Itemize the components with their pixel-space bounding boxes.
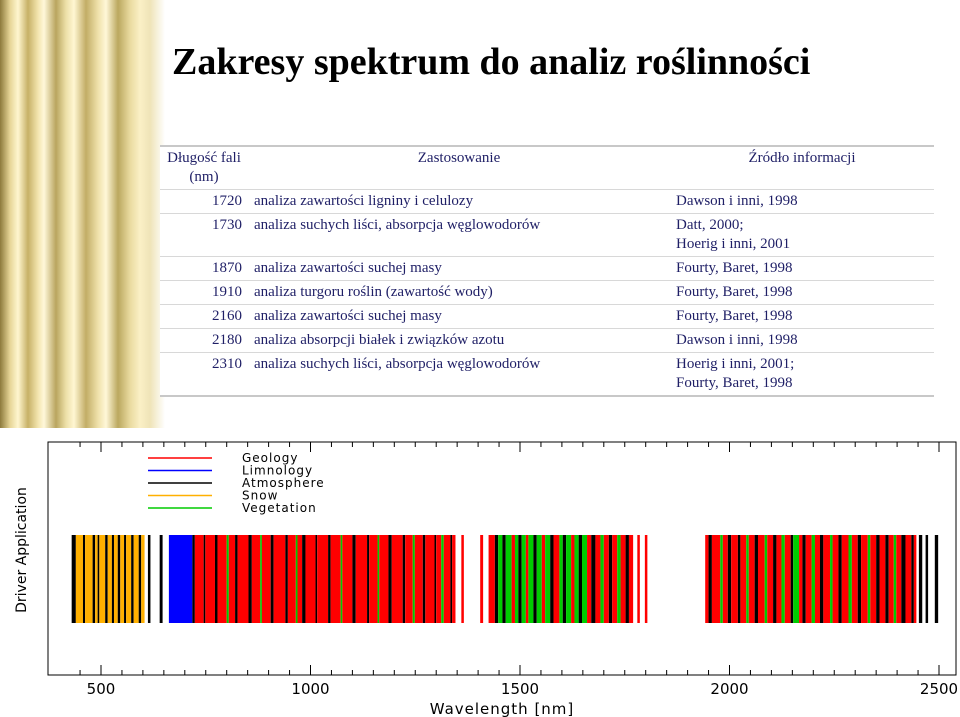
band-atmosphere [367,535,369,623]
band-vegetation [506,535,512,623]
band-geology [342,535,352,623]
band-geology [444,535,451,623]
band-geology [379,535,388,623]
band-geology [637,535,640,623]
band-geology [621,535,626,623]
band-geology [369,535,377,623]
cell-wavelength: 1910 [160,281,248,305]
band-atmosphere [435,535,437,623]
band-atmosphere [118,535,121,623]
cell-source [670,281,934,305]
band-geology [896,535,901,623]
band-geology [612,535,617,623]
band-vegetation [830,535,833,623]
cell-application: analiza absorpcji białek i związków azotu [248,329,670,353]
band-geology [452,535,455,623]
band-geology [425,535,434,623]
band-geology [288,535,296,623]
legend-label-atmosphere: Atmosphere [242,476,325,490]
x-axis-label: Wavelength [nm] [429,700,575,717]
band-geology [595,535,600,623]
band-geology [331,535,341,623]
band-geology [776,535,781,623]
source-line: Dawson i inni, 1998 [676,193,798,209]
band-geology [833,535,839,623]
band-atmosphere [248,535,251,623]
band-atmosphere [626,535,629,623]
cell-application: analiza zawartości ligniny i celulozy [248,190,670,214]
band-atmosphere [204,535,206,623]
band-geology [861,535,868,623]
y-axis-label: Driver Application [14,487,30,613]
band-atmosphere [858,535,861,623]
band-geology [195,535,204,623]
cell-application: analiza suchych liści, absorpcja węglowodorów [248,353,670,397]
band-vegetation [765,535,768,623]
source-line: Fourty, Baret, 1998 [676,375,793,391]
band-geology [604,535,609,623]
band-geology [842,535,849,623]
cell-source [670,257,934,281]
cell-source [670,305,934,329]
cell-application: analiza zawartości suchej masy [248,305,670,329]
band-atmosphere [518,535,521,623]
band-snow [120,535,124,623]
band-atmosphere [901,535,905,623]
band-vegetation [341,535,343,623]
band-vegetation [582,535,587,623]
band-vegetation [746,535,749,623]
band-geology [629,535,633,623]
cell-source [670,353,934,397]
band-atmosphere [215,535,218,623]
band-geology [740,535,746,623]
band-geology [392,535,403,623]
band-geology [645,535,648,623]
x-tick-label: 1000 [291,680,330,698]
band-atmosphere [131,535,134,623]
x-tick-label: 500 [86,680,116,698]
band-geology [526,535,529,623]
band-geology [799,535,802,623]
band-geology [815,535,820,623]
band-atmosphere [352,535,355,623]
band-atmosphere [112,535,114,623]
band-geology [723,535,728,623]
band-atmosphere [926,535,929,623]
band-vegetation [378,535,380,623]
cell-source [670,214,934,257]
table-row [160,329,934,353]
band-atmosphere [328,535,331,623]
cell-wavelength: 1720 [160,190,248,214]
source-line: Hoerig i inni, 2001; [676,356,795,372]
band-geology [889,535,894,623]
slide-title: Zakresy spektrum do analiz roślinności [172,41,811,83]
header-wavelength: Długość fali (nm) [160,146,248,190]
band-geology [852,535,858,623]
band-atmosphere [271,535,274,623]
band-atmosphere [820,535,823,623]
band-geology [705,535,708,623]
band-atmosphere [911,535,914,623]
band-atmosphere [316,535,318,623]
header-source: Źródło informacji [670,146,934,190]
band-vegetation [545,535,550,623]
band-vegetation [812,535,815,623]
band-atmosphere [124,535,126,623]
band-atmosphere [502,535,505,623]
cell-application: analiza turgoru roślin (zawartość wody) [248,281,670,305]
band-group [72,535,938,623]
source-line: Fourty, Baret, 1998 [676,308,793,324]
band-vegetation [528,535,533,623]
band-atmosphere [302,535,305,623]
band-snow [76,535,83,623]
band-atmosphere [98,535,100,623]
band-atmosphere [495,535,498,623]
legend-label-vegetation: Vegetation [242,501,317,515]
band-atmosphere [838,535,841,623]
band-geology [554,535,560,623]
band-atmosphere [83,535,85,623]
band-geology [205,535,215,623]
cell-wavelength: 2180 [160,329,248,353]
band-snow [141,535,144,623]
source-line: Datt, 2000; [676,217,744,233]
decorative-curtain-background [0,0,165,428]
cell-source [670,190,934,214]
table-row [160,190,934,214]
legend-label-limnology: Limnology [242,463,314,478]
band-snow [99,535,105,623]
band-atmosphere [403,535,406,623]
band-snow [95,535,98,623]
table-row [160,257,934,281]
source-line: Hoerig i inni, 2001 [676,236,791,252]
cell-wavelength: 1730 [160,214,248,257]
band-vegetation [781,535,784,623]
band-vegetation [849,535,852,623]
legend-label-snow: Snow [242,488,279,503]
band-atmosphere [609,535,612,623]
band-geology [262,535,271,623]
band-atmosphere [423,535,426,623]
cell-source [670,329,934,353]
band-geology [405,535,413,623]
band-atmosphere [791,535,794,623]
band-geology [587,535,591,623]
band-geology [542,535,545,623]
table-row [160,214,934,257]
band-geology [806,535,812,623]
band-atmosphere [728,535,731,623]
band-vegetation [793,535,799,623]
band-atmosphere [105,535,108,623]
band-atmosphere [738,535,741,623]
source-line: Dawson i inni, 1998 [676,332,798,348]
band-snow [85,535,93,623]
band-geology [436,535,441,623]
band-geology [785,535,791,623]
band-geology [712,535,720,623]
band-vegetation [537,535,542,623]
band-atmosphere [709,535,712,623]
source-line: Fourty, Baret, 1998 [676,260,793,276]
band-geology [571,535,574,623]
band-snow [126,535,131,623]
table-row [160,281,934,305]
band-atmosphere [591,535,595,623]
table-header-row [160,146,934,190]
band-geology [305,535,315,623]
band-atmosphere [885,535,888,623]
band-atmosphere [563,535,566,623]
band-atmosphere [450,535,452,623]
band-vegetation [522,535,526,623]
band-vegetation [260,535,262,623]
band-vegetation [894,535,897,623]
band-atmosphere [93,535,96,623]
band-geology [274,535,286,623]
band-vegetation [227,535,229,623]
spectrum-chart [0,430,960,717]
band-geology [480,535,483,623]
band-atmosphere [285,535,288,623]
x-tick-label: 2500 [919,680,959,698]
band-atmosphere [755,535,758,623]
band-atmosphere [876,535,879,623]
band-vegetation [296,535,298,623]
band-atmosphere [139,535,142,623]
band-geology [905,535,911,623]
band-atmosphere [388,535,391,623]
band-geology [238,535,249,623]
table-row [160,353,934,397]
band-vegetation [441,535,444,623]
x-tick-label: 2000 [710,680,749,698]
band-limnology [169,535,192,623]
band-geology [512,535,515,623]
band-atmosphere [802,535,805,623]
band-atmosphere [550,535,553,623]
band-geology [758,535,765,623]
band-geology [298,535,303,623]
band-atmosphere [919,535,922,623]
band-vegetation [617,535,620,623]
band-geology [229,535,235,623]
band-geology [252,535,260,623]
band-vegetation [566,535,571,623]
band-geology [914,535,917,623]
band-atmosphere [148,535,151,623]
band-atmosphere [579,535,582,623]
band-geology [415,535,423,623]
cell-wavelength: 2160 [160,305,248,329]
band-geology [356,535,367,623]
band-geology [217,535,226,623]
band-vegetation [574,535,578,623]
cell-application: analiza zawartości suchej masy [248,257,670,281]
spectrum-table [160,145,934,397]
band-atmosphere [533,535,536,623]
cell-wavelength: 2310 [160,353,248,397]
band-geology [870,535,876,623]
band-geology [489,535,495,623]
band-geology [823,535,830,623]
band-atmosphere [235,535,238,623]
band-geology [880,535,886,623]
band-geology [767,535,773,623]
cell-wavelength: 1870 [160,257,248,281]
legend-label-geology: Geology [242,451,299,465]
band-atmosphere [160,535,163,623]
table-row [160,305,934,329]
band-geology [749,535,755,623]
band-snow [134,535,139,623]
cell-application: analiza suchych liści, absorpcja węglowodorów [248,214,670,257]
band-vegetation [515,535,518,623]
band-vegetation [498,535,502,623]
band-atmosphere [192,535,195,623]
source-line: Fourty, Baret, 1998 [676,284,793,300]
band-geology [461,535,464,623]
x-tick-label: 1500 [500,680,540,698]
band-vegetation [600,535,603,623]
band-vegetation [720,535,723,623]
band-snow [114,535,118,623]
band-geology [731,535,738,623]
band-atmosphere [935,535,938,623]
band-vegetation [559,535,562,623]
band-atmosphere [773,535,776,623]
header-application: Zastosowanie [248,146,670,190]
band-snow [108,535,112,623]
band-vegetation [868,535,871,623]
band-geology [317,535,328,623]
band-vegetation [413,535,415,623]
band-atmosphere [72,535,76,623]
